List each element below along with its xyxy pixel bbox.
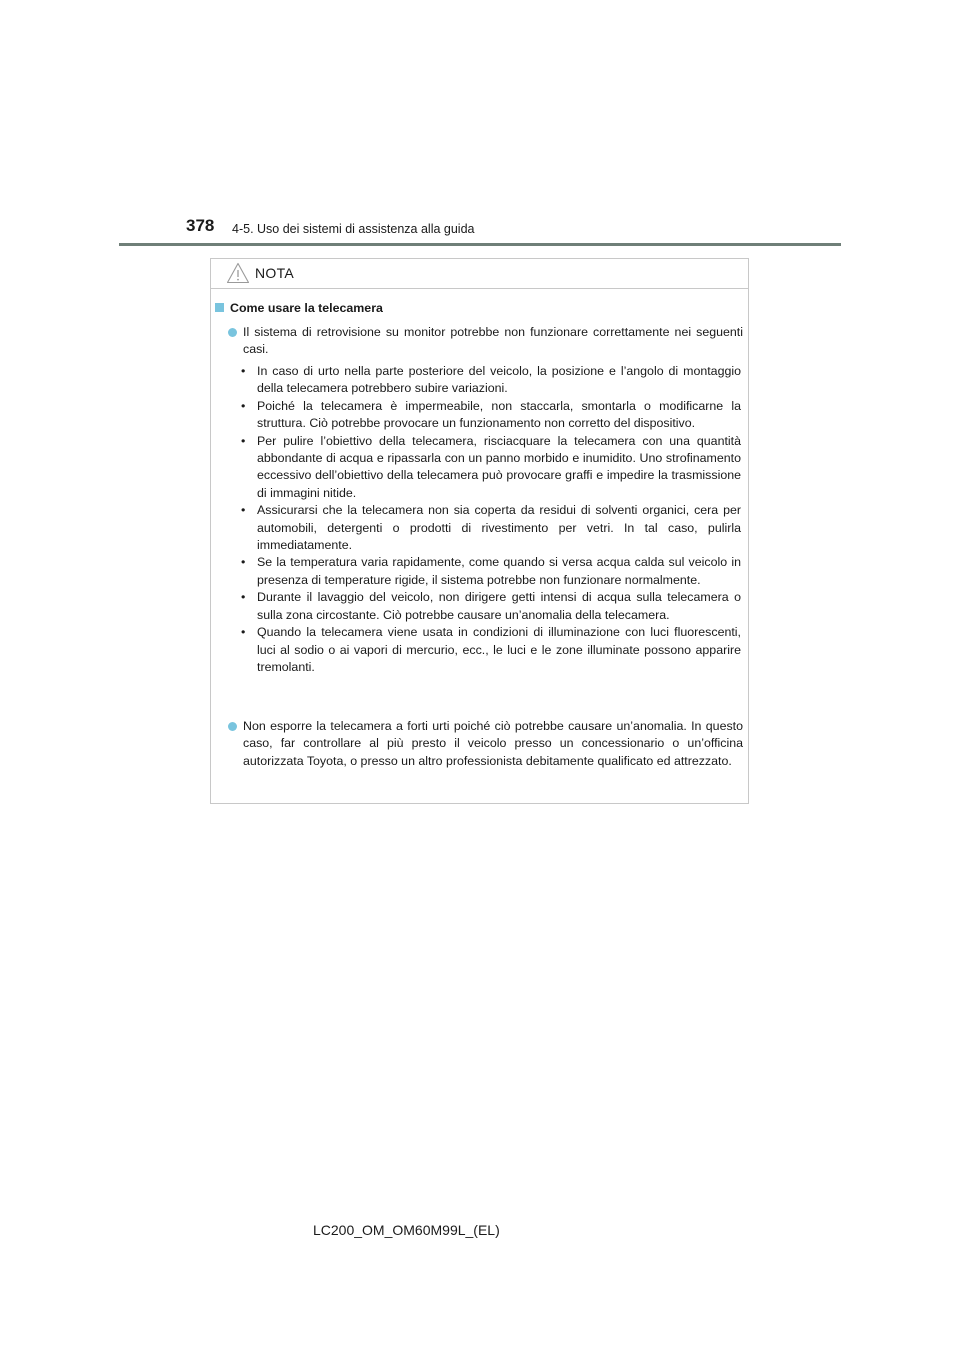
sub-list [241, 363, 741, 676]
sub-list-item [241, 398, 741, 433]
dot-bullet: • [241, 625, 246, 640]
dot-bullet: • [241, 590, 246, 605]
square-bullet [215, 303, 224, 312]
sub-list-item-text: Se la temperatura varia rapidamente, come quando si versa acqua calda sul veicolo in presenza di temperature rigide, il sistema potrebbe non funzionare normalmente. [257, 555, 741, 587]
sub-list-item-text: In caso di urto nella parte posteriore del veicolo, la posizione e l’angolo di montaggio della telecamera potrebbero subire variazioni. [257, 364, 741, 396]
section-title: 4-5. Uso dei sistemi di assistenza alla guida [232, 222, 475, 236]
header-rule [119, 243, 841, 246]
warning-triangle-icon [226, 262, 250, 284]
sub-list-item [241, 433, 741, 503]
note-item-2 [243, 718, 743, 770]
sub-list-item [241, 502, 741, 554]
circle-bullet [228, 328, 237, 337]
dot-bullet: • [241, 398, 246, 413]
dot-bullet: • [241, 364, 246, 378]
dot-bullet: • [241, 503, 246, 518]
sub-list-item-text: Quando la telecamera viene usata in condizioni di illuminazione con luci fluorescenti, luci al sodio o ai vapori di mercurio, ecc., le luci e le zone illuminate possono apparire tremolanti. [257, 625, 741, 674]
section-heading-text: Come usare la telecamera [230, 301, 383, 315]
circle-bullet [228, 722, 237, 731]
sub-list-item-text: Durante il lavaggio del veicolo, non dirigere getti intensi di acqua sulla telecamera o sulla zona circostante. Ciò potrebbe causare un’anomalia della telecamera. [257, 590, 741, 622]
footer-code: LC200_OM_OM60M99L_(EL) [313, 1222, 500, 1238]
sub-list-item [241, 554, 741, 589]
sub-list-item [241, 624, 741, 676]
sub-list-item-text: Poiché la telecamera è impermeabile, non staccarla, smontarla o modificarne la struttura. Ciò potrebbe provocare un funzionamento non corretto del dispositivo. [257, 398, 741, 431]
section-heading [215, 300, 383, 317]
note-label: NOTA [255, 265, 295, 281]
page-number: 378 [186, 216, 215, 235]
sub-list-item-text: Assicurarsi che la telecamera non sia coperta da residui di solventi organici, cera per automobili, detergenti o prodotti di rivestimento per vetri. In tal caso, pulirla immediatamente. [257, 503, 741, 553]
sub-list-item-text: Per pulire l’obiettivo della telecamera, risciacquare la telecamera con una quantità abbondante di acqua e ripassarla con un panno morbido e inumidito. Uno strofinamento eccessivo dell’obiettivo della telecamera può provocare graffi e impedire la trasmissione di immagini nitide. [257, 433, 741, 500]
sub-list-item [241, 363, 741, 398]
dot-bullet: • [241, 433, 246, 448]
dot-bullet: • [241, 555, 246, 570]
note-header [211, 259, 748, 289]
note-box [210, 258, 749, 804]
sub-list-item [241, 589, 741, 624]
note-item-text: Non esporre la telecamera a forti urti poiché ciò potrebbe causare un’anomalia. In questo caso, far controllare al più presto il veicolo presso un concessionario o un’officina autorizzata Toyota, o presso un altro professionista debitamente qualificato ed attrezzato. [243, 719, 743, 768]
note-item-1 [243, 324, 743, 359]
note-item-text: Il sistema di retrovisione su monitor potrebbe non funzionare correttamente nei seguenti casi. [243, 325, 743, 357]
